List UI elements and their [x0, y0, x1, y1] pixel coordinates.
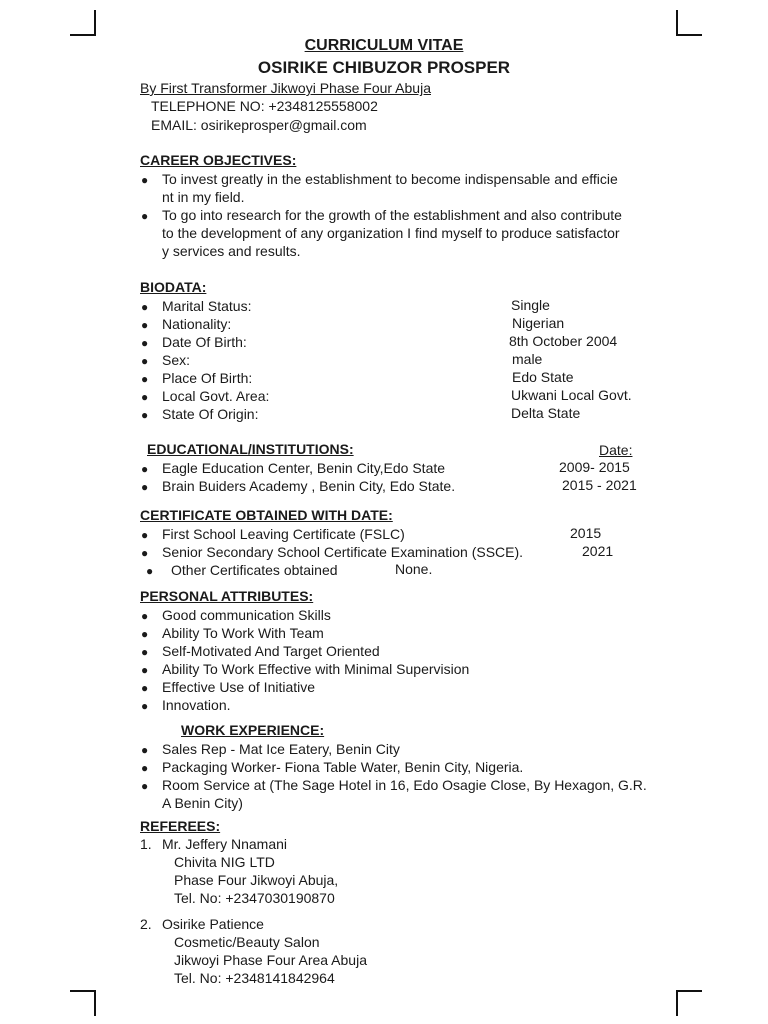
certificate-name: First School Leaving Certificate (FSLC) [162, 526, 405, 542]
bullet: ● [141, 779, 149, 793]
bullet: ● [146, 564, 154, 578]
work-heading: WORK EXPERIENCE: [181, 722, 325, 738]
referee-line: Chivita NIG LTD [174, 854, 275, 870]
biodata-heading: BIODATA: [140, 279, 207, 295]
career-item-2-line-2: to the development of any organization I find myself to produce satisfactor [162, 225, 620, 241]
certificate-date: 2021 [582, 543, 614, 559]
certificate-name: Senior Secondary School Certificate Examination (SSCE). [162, 544, 524, 560]
bullet: ● [141, 318, 149, 332]
certificates-heading: CERTIFICATE OBTAINED WITH DATE: [140, 507, 393, 523]
referee-line: Phase Four Jikwoyi Abuja, [174, 872, 339, 888]
biodata-label: Place Of Birth: [162, 370, 253, 386]
bullet: ● [141, 681, 149, 695]
referee-phone: Tel. No: +2347030190870 [174, 890, 335, 906]
referee-name: Mr. Jeffery Nnamani [162, 836, 288, 852]
bullet: ● [141, 300, 149, 314]
bullet: ● [141, 663, 149, 677]
bullet: ● [141, 372, 149, 386]
biodata-value: Nigerian [512, 315, 565, 331]
education-date: 2009- 2015 [559, 459, 630, 475]
attribute-item: Good communication Skills [162, 607, 331, 623]
attribute-item: Effective Use of Initiative [162, 679, 316, 695]
biodata-label: Local Govt. Area: [162, 388, 270, 404]
referee-line: Cosmetic/Beauty Salon [174, 934, 320, 950]
work-item-line-2: A Benin City) [162, 795, 243, 811]
crop-mark-top-left [70, 10, 96, 36]
bullet: ● [141, 390, 149, 404]
bullet: ● [141, 645, 149, 659]
biodata-label: Nationality: [162, 316, 232, 332]
certificate-date: 2015 [570, 525, 602, 541]
attribute-item: Ability To Work Effective with Minimal Supervision [162, 661, 470, 677]
biodata-value: male [512, 351, 543, 367]
biodata-value: Ukwani Local Govt. [511, 387, 632, 403]
bullet: ● [141, 209, 149, 223]
referee-number: 1. [140, 836, 152, 852]
bullet: ● [141, 528, 149, 542]
person-name: OSIRIKE CHIBUZOR PROSPER [257, 58, 511, 77]
email: EMAIL: osirikeprosper@gmail.com [151, 117, 367, 133]
biodata-value: Single [511, 297, 550, 313]
certificate-date: None. [395, 561, 433, 577]
bullet: ● [141, 609, 149, 623]
career-item-1-line-2: nt in my field. [162, 189, 245, 205]
biodata-label: Date Of Birth: [162, 334, 247, 350]
education-date: 2015 - 2021 [562, 477, 637, 493]
attribute-item: Innovation. [162, 697, 231, 713]
bullet: ● [141, 699, 149, 713]
biodata-value: Delta State [511, 405, 581, 421]
work-item: Packaging Worker- Fiona Table Water, Benin City, Nigeria. [162, 759, 524, 775]
bullet: ● [141, 546, 149, 560]
work-item-line-1: Room Service at (The Sage Hotel in 16, Edo Osagie Close, By Hexagon, G.R. [162, 777, 647, 793]
bullet: ● [141, 336, 149, 350]
bullet: ● [141, 480, 149, 494]
career-item-2-line-1: To go into research for the growth of the establishment and also contribute [162, 207, 622, 223]
education-school: Eagle Education Center, Benin City,Edo State [162, 460, 446, 476]
document-title: CURRICULUM VITAE [304, 37, 464, 54]
referee-phone: Tel. No: +2348141842964 [174, 970, 335, 986]
bullet: ● [141, 627, 149, 641]
referees-heading: REFEREES: [140, 818, 221, 834]
biodata-value: 8th October 2004 [509, 333, 618, 349]
career-heading: CAREER OBJECTIVES: [140, 152, 297, 168]
bullet: ● [141, 408, 149, 422]
work-item: Sales Rep - Mat Ice Eatery, Benin City [162, 741, 400, 757]
bullet: ● [141, 354, 149, 368]
certificate-name: Other Certificates obtained [171, 562, 338, 578]
referee-line: Jikwoyi Phase Four Area Abuja [174, 952, 367, 968]
education-heading: EDUCATIONAL/INSTITUTIONS: [147, 441, 354, 457]
crop-mark-top-right [676, 10, 702, 36]
address: By First Transformer Jikwoyi Phase Four Abuja [140, 80, 431, 96]
crop-mark-bottom-left [70, 990, 96, 1016]
bullet: ● [141, 743, 149, 757]
bullet: ● [141, 173, 149, 187]
telephone: TELEPHONE NO: +2348125558002 [151, 98, 378, 114]
attribute-item: Ability To Work With Team [162, 625, 324, 641]
attributes-heading: PERSONAL ATTRIBUTES: [140, 588, 314, 604]
crop-mark-bottom-right [676, 990, 702, 1016]
bullet: ● [141, 761, 149, 775]
biodata-label: Sex: [162, 352, 191, 368]
referee-number: 2. [140, 916, 152, 932]
career-item-1-line-1: To invest greatly in the establishment to become indispensable and efficie [162, 171, 618, 187]
education-date-heading: Date: [599, 442, 633, 458]
bullet: ● [141, 462, 149, 476]
biodata-label: Marital Status: [162, 298, 252, 314]
career-item-2-line-3: y services and results. [162, 243, 301, 259]
attribute-item: Self-Motivated And Target Oriented [162, 643, 380, 659]
referee-name: Osirike Patience [162, 916, 264, 932]
education-school: Brain Buiders Academy , Benin City, Edo State. [162, 478, 456, 494]
biodata-label: State Of Origin: [162, 406, 259, 422]
biodata-value: Edo State [512, 369, 574, 385]
